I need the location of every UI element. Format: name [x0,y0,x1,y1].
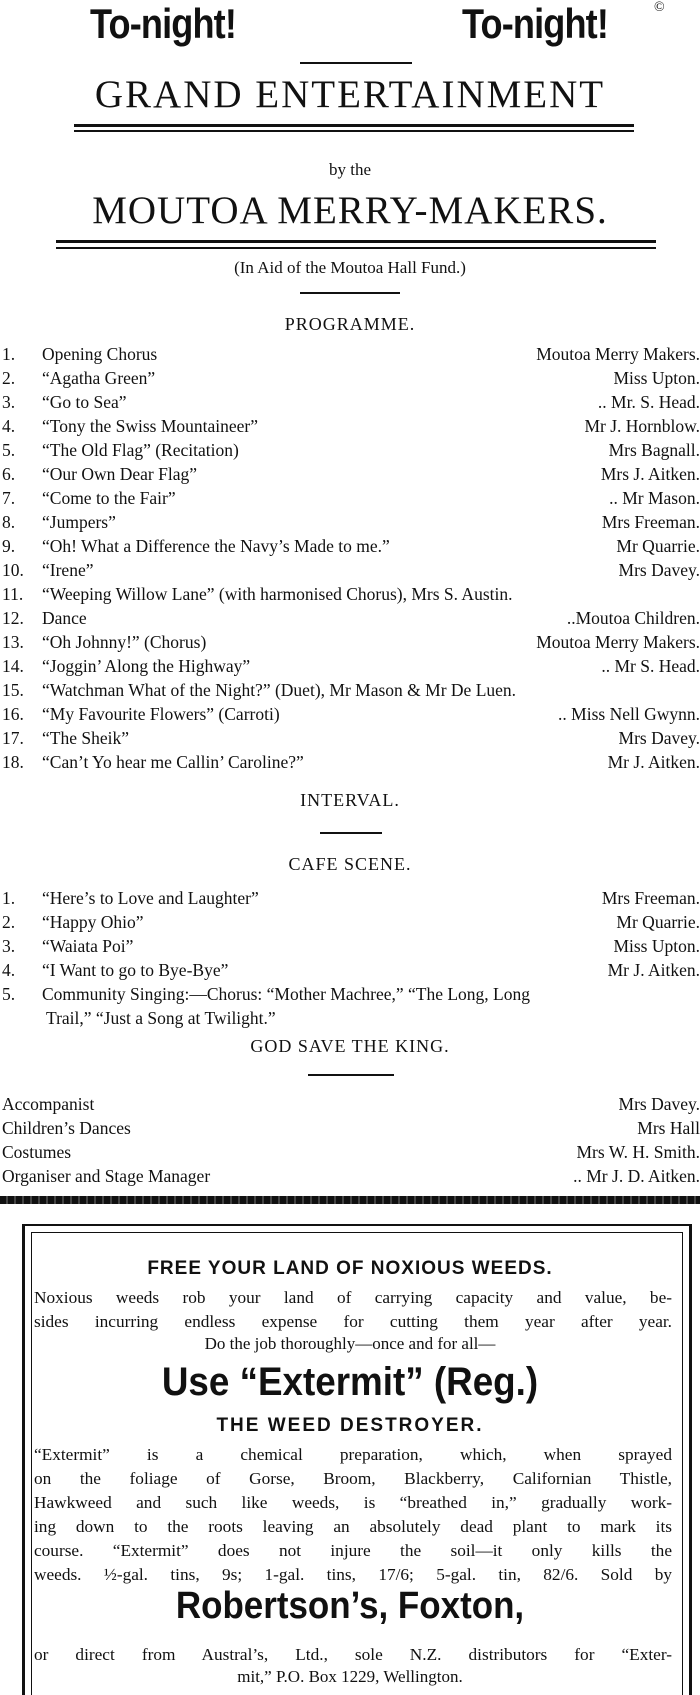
item-number: 3. [2,392,15,413]
item-title: Trail,” “Just a Song at Twilight.” [46,1008,276,1029]
troupe-rule [56,247,656,249]
list-item [0,440,700,464]
cafe-heading: CAFE SCENE. [0,854,700,875]
credit-name: Mrs Davey. [619,1094,700,1115]
item-title: “I Want to go to Bye-Bye” [42,960,228,981]
item-performer: Mrs J. Aitken. [601,464,700,485]
item-performer: Moutoa Merry Makers. [536,632,700,653]
list-item [0,656,700,680]
item-performer: Mrs Freeman. [602,888,700,909]
ad-seller: Robertson’s, Foxton, [28,1585,672,1628]
list-item-continued [0,1008,700,1032]
item-performer: Moutoa Merry Makers. [536,344,700,365]
list-item [0,888,700,912]
list-item [0,368,700,392]
ad-intro-line: Do the job thoroughly—once and for all— [0,1334,700,1354]
item-number: 12. [2,608,24,629]
item-performer: Mrs Freeman. [602,512,700,533]
section-divider [0,1196,700,1204]
item-title: “Jumpers” [42,512,116,533]
item-performer: Mrs Davey. [619,560,700,581]
byline: by the [0,160,700,180]
item-number: 2. [2,368,15,389]
ad-body-line: course. “Extermit” does not injure the soil—it only kills the [34,1539,672,1563]
list-item [0,536,700,560]
item-number: 8. [2,512,15,533]
list-item [0,680,700,704]
list-item [0,584,700,608]
list-item [0,560,700,584]
credit-role: Accompanist [2,1094,94,1115]
item-number: 1. [2,344,15,365]
ad-intro-line: Noxious weeds rob your land of carrying capacity and value, be- [34,1286,672,1310]
anthem: GOD SAVE THE KING. [0,1036,700,1057]
list-item [0,960,700,984]
title-rule [74,130,634,132]
item-title: “Waiata Poi” [42,936,133,957]
item-number: 14. [2,656,24,677]
item-performer: Miss Upton. [613,368,700,389]
troupe-name: MOUTOA MERRY-MAKERS. [0,188,700,233]
item-number: 17. [2,728,24,749]
credit-row [0,1142,700,1166]
item-title: “Can’t Yo hear me Callin’ Caroline?” [42,752,304,773]
list-item [0,912,700,936]
item-number: 5. [2,440,15,461]
item-number: 1. [2,888,15,909]
item-title: “Watchman What of the Night?” (Duet), Mr Mason & Mr De Luen. [42,680,516,701]
list-item [0,984,700,1008]
item-title: “The Old Flag” (Recitation) [42,440,239,461]
short-rule [300,62,412,64]
item-title: “Tony the Swiss Mountaineer” [42,416,258,437]
item-title: “My Favourite Flowers” (Carroti) [42,704,280,725]
item-number: 11. [2,584,23,605]
list-item [0,632,700,656]
item-title: Opening Chorus [42,344,157,365]
list-item [0,392,700,416]
item-title: Dance [42,608,87,629]
item-number: 15. [2,680,24,701]
short-rule [308,1074,394,1076]
list-item [0,608,700,632]
item-title: “Weeping Willow Lane” (with harmonised Chorus), Mrs S. Austin. [42,584,512,605]
credit-role: Children’s Dances [2,1118,131,1139]
ad-subheading: THE WEED DESTROYER. [0,1415,700,1437]
item-number: 4. [2,416,15,437]
item-performer: .. Miss Nell Gwynn. [558,704,700,725]
short-rule [320,832,382,834]
item-performer: Miss Upton. [613,936,700,957]
item-performer: .. Mr Mason. [609,488,700,509]
item-number: 13. [2,632,24,653]
item-performer: Mr J. Aitken. [608,960,700,981]
credit-row [0,1166,700,1190]
item-number: 2. [2,912,15,933]
ad-heading: FREE YOUR LAND OF NOXIOUS WEEDS. [0,1258,700,1280]
ad-body-line: ing down to the roots leaving an absolutely dead plant to mark its [34,1515,672,1539]
item-number: 16. [2,704,24,725]
list-item [0,464,700,488]
item-title: Community Singing:—Chorus: “Mother Machree,” “The Long, Long [42,984,530,1005]
item-title: “Happy Ohio” [42,912,144,933]
item-number: 4. [2,960,15,981]
item-title: “Oh! What a Difference the Navy’s Made to me.” [42,536,390,557]
credit-name: .. Mr J. D. Aitken. [573,1166,700,1187]
item-performer: Mrs Davey. [619,728,700,749]
corner-mark: © [654,0,665,16]
item-performer: Mr J. Aitken. [608,752,700,773]
item-title: “Our Own Dear Flag” [42,464,197,485]
item-title: “Joggin’ Along the Highway” [42,656,250,677]
ad-product-name: Use “Extermit” (Reg.) [28,1360,672,1405]
item-performer: .. Mr S. Head. [601,656,700,677]
troupe-rule [56,240,656,243]
list-item [0,344,700,368]
item-title: “Go to Sea” [42,392,127,413]
item-title: “Come to the Fair” [42,488,176,509]
tonight-left: To-night! [90,0,236,48]
item-number: 5. [2,984,15,1005]
list-item [0,728,700,752]
item-performer: Mr Quarrie. [616,912,700,933]
item-number: 10. [2,560,24,581]
item-performer: Mr Quarrie. [616,536,700,557]
credit-role: Organiser and Stage Manager [2,1166,210,1187]
list-item [0,512,700,536]
ad-footer-line: or direct from Austral’s, Ltd., sole N.Z. distributors for “Exter- [34,1643,672,1667]
short-rule [300,292,400,294]
list-item [0,752,700,776]
item-number: 3. [2,936,15,957]
list-item [0,704,700,728]
list-item [0,936,700,960]
ad-body-line: Hawkweed and such like weeds, is “breathed in,” gradually work- [34,1491,672,1515]
list-item [0,416,700,440]
item-number: 6. [2,464,15,485]
item-performer: ..Moutoa Children. [567,608,700,629]
ad-body-line: weeds. ½-gal. tins, 9s; 1-gal. tins, 17/6; 5-gal. tin, 82/6. Sold by [34,1563,672,1587]
ad-body-line: on the foliage of Gorse, Broom, Blackberry, Californian Thistle, [34,1467,672,1491]
credit-row [0,1094,700,1118]
credit-row [0,1118,700,1142]
programme-heading: PROGRAMME. [0,314,700,335]
ad-footer-line: mit,” P.O. Box 1229, Wellington. [0,1667,700,1687]
item-performer: Mrs Bagnall. [609,440,700,461]
page-title: GRAND ENTERTAINMENT [0,72,700,117]
ad-body-line: “Extermit” is a chemical preparation, which, when sprayed [34,1443,672,1467]
item-title: “The Sheik” [42,728,129,749]
item-title: “Here’s to Love and Laughter” [42,888,259,909]
tonight-right: To-night! [462,0,608,48]
item-number: 9. [2,536,15,557]
ad-intro-line: sides incurring endless expense for cutting them year after year. [34,1310,672,1334]
aid-note: (In Aid of the Moutoa Hall Fund.) [0,258,700,278]
item-title: “Oh Johnny!” (Chorus) [42,632,206,653]
item-title: “Agatha Green” [42,368,155,389]
interval-heading: INTERVAL. [0,790,700,811]
item-performer: Mr J. Hornblow. [584,416,700,437]
item-performer: .. Mr. S. Head. [598,392,700,413]
credit-role: Costumes [2,1142,71,1163]
list-item [0,488,700,512]
item-number: 7. [2,488,15,509]
credit-name: Mrs Hall [637,1118,700,1139]
credit-name: Mrs W. H. Smith. [577,1142,700,1163]
item-number: 18. [2,752,24,773]
item-title: “Irene” [42,560,93,581]
title-rule [74,124,634,127]
